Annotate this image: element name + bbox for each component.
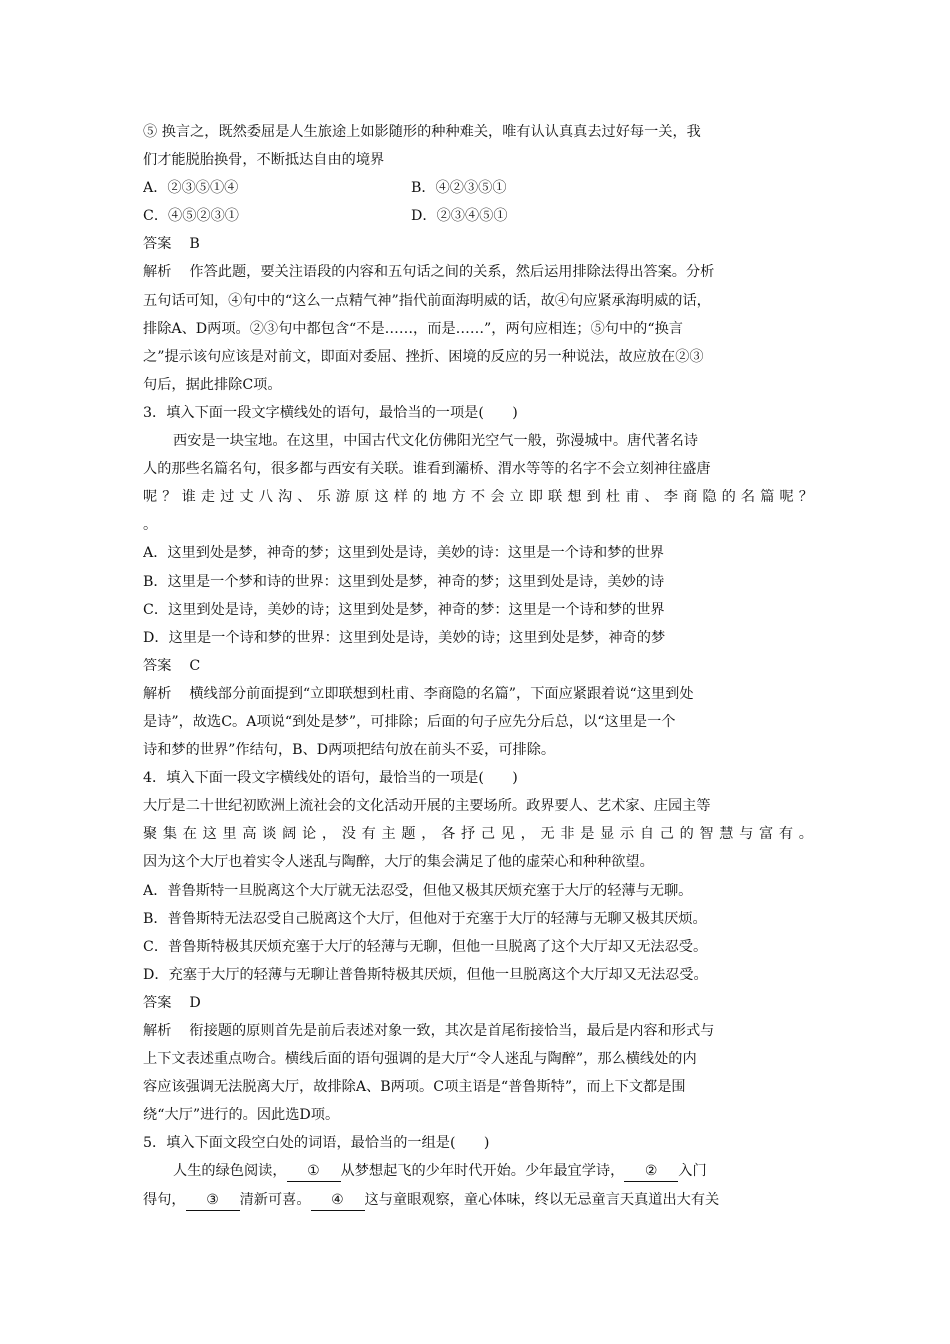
- q4-option-c: C．普鲁斯特极其厌烦充塞于大厅的轻薄与无聊，但他一旦脱离了这个大厅却又无法忍受。: [143, 938, 708, 955]
- q3-stem: 3．填入下面一段文字横线处的语句，最恰当的一项是( ): [143, 404, 518, 421]
- q3-analysis-line3: 诗和梦的世界”作结句，B、D两项把结句放在前头不妥，可排除。: [143, 742, 556, 759]
- q4-option-d: D．充塞于大厅的轻薄与无聊让普鲁斯特极其厌烦，但他一旦脱离这个大厅却又无法忍受。: [143, 966, 708, 983]
- q5-text: 人生的绿色阅读，: [173, 1163, 287, 1180]
- q4-passage-line3: 因为这个大厅也着实令人迷乱与陶醉，大厅的集会满足了他的虚荣心和种种欲望。: [143, 854, 654, 871]
- q2-option-a: A．②③⑤①④: [143, 180, 239, 197]
- q2-option-d: D．②③④⑤①: [411, 208, 508, 225]
- q3-option-b: B．这里是一个梦和诗的世界：这里到处是梦，神奇的梦；这里到处是诗，美妙的诗: [143, 573, 665, 590]
- q4-stem: 4．填入下面一段文字横线处的语句，最恰当的一项是( ): [143, 770, 518, 787]
- q5-text: 这与童眼观察，童心体味，终以无忌童言天真道出大有关: [364, 1191, 720, 1208]
- q5-text: 清新可喜。: [239, 1191, 311, 1208]
- q5-passage-line2: [143, 1186, 813, 1214]
- q2-sentence-5-line1: ⑤ 换言之，既然委屈是人生旅途上如影随形的种种难关，唯有认认真真去过好每一关，我: [143, 124, 701, 140]
- q3-option-d: D．这里是一个诗和梦的世界：这里到处是诗，美妙的诗；这里到处是梦，神奇的梦: [143, 629, 666, 646]
- q4-analysis-line2: 上下文表述重点吻合。横线后面的语句强调的是大厅“令人迷乱与陶醉”，那么横线处的内: [143, 1051, 697, 1068]
- analysis-label: 解析: [143, 264, 172, 281]
- q3-answer-value: C: [189, 657, 201, 674]
- answer-label: 答案: [143, 994, 172, 1011]
- q4-passage-line2: 聚集在这里高谈阔论，没有主题，各抒己见，无非是显示自己的智慧与富有。: [143, 826, 813, 843]
- q4-analysis-line1: [143, 1017, 813, 1045]
- q5-blank-1: ①: [287, 1161, 341, 1182]
- q2-answer: [143, 230, 813, 258]
- q2-analysis-line2: 五句话可知，④句中的“这么一点精气神”指代前面海明威的话，故④句应紧承海明威的话，: [143, 292, 711, 309]
- q3-analysis-line1: [143, 680, 813, 708]
- q5-stem: 5．填入下面文段空白处的词语，最恰当的一组是( ): [143, 1135, 490, 1152]
- q2-options-row1: [143, 174, 813, 202]
- q3-passage-line1: 西安是一块宝地。在这里，中国古代文化仿佛阳光空气一般，弥漫城中。唐代著名诗: [173, 433, 698, 450]
- q5-blank-2: ②: [624, 1161, 678, 1182]
- q2-option-b: B．④②③⑤①: [411, 180, 507, 197]
- q3-option-c: C．这里到处是诗，美妙的诗；这里到处是梦，神奇的梦：这里是一个诗和梦的世界: [143, 601, 665, 618]
- q5-text: 入门: [678, 1163, 707, 1180]
- q2-analysis-line5: 句后，据此排除C项。: [143, 376, 282, 393]
- analysis-label: 解析: [143, 1023, 172, 1039]
- analysis-label: 解析: [143, 685, 172, 702]
- q4-analysis-line3: 容应该强调无法脱离大厅，故排除A、B两项。C项主语是“普鲁斯特”，而上下文都是围: [143, 1079, 686, 1096]
- q5-text: 从梦想起飞的少年时代开始。少年最宜学诗，: [340, 1163, 625, 1180]
- q3-option-a: A．这里到处是梦，神奇的梦；这里到处是诗，美妙的诗：这里是一个诗和梦的世界: [143, 545, 664, 562]
- q5-blank-4: ④: [311, 1190, 365, 1211]
- q4-answer-value: D: [189, 994, 201, 1011]
- answer-label: 答案: [143, 236, 172, 253]
- q3-passage-line2: 人的那些名篇名句，很多都与西安有关联。谁看到灞桥、渭水等等的名字不会立刻神往盛唐: [143, 461, 711, 478]
- q2-option-c: C．④⑤②③①: [143, 208, 239, 225]
- q4-option-a: A．普鲁斯特一旦脱离这个大厅就无法忍受，但他又极其厌烦充塞于大厅的轻薄与无聊。: [143, 882, 693, 899]
- q3-passage-line3: 呢？谁走过丈八沟、乐游原这样的地方不会立即联想到杜甫、李商隐的名篇呢？: [143, 489, 813, 506]
- q4-option-b: B．普鲁斯特无法忍受自己脱离这个大厅，但他对于充塞于大厅的轻薄与无聊又极其厌烦。: [143, 910, 707, 927]
- analysis-text: 作答此题，要关注语段的内容和五句话之间的关系，然后运用排除法得出答案。分析: [189, 264, 715, 281]
- q4-answer: [143, 989, 813, 1017]
- q2-options-row2: [143, 202, 813, 230]
- q3-passage-line4: 。: [143, 517, 158, 534]
- q5-passage-line1: [143, 1157, 813, 1185]
- q4-passage-line1: 大厅是二十世纪初欧洲上流社会的文化活动开展的主要场所。政界要人、艺术家、庄园主等: [143, 798, 711, 815]
- q2-analysis-line4: 之”提示该句应该是对前文，即面对委屈、挫折、困境的反应的另一种说法，故应放在②③: [143, 348, 704, 365]
- answer-label: 答案: [143, 657, 172, 674]
- q5-text: 得句，: [143, 1191, 186, 1208]
- q2-sentence-5-line2: 们才能脱胎换骨，不断抵达自由的境界: [143, 152, 385, 169]
- q5-blank-3: ③: [186, 1190, 240, 1211]
- q3-answer: [143, 652, 813, 680]
- analysis-text: 衔接题的原则首先是前后表述对象一致，其次是首尾衔接恰当，最后是内容和形式与: [189, 1023, 715, 1039]
- analysis-text: 横线部分前面提到“立即联想到杜甫、李商隐的名篇”，下面应紧跟着说“这里到处: [189, 685, 694, 702]
- q2-analysis-line3: 排除A、D两项。②③句中都包含“不是……，而是……”，两句应相连；⑤句中的“换言: [143, 320, 683, 337]
- q3-analysis-line2: 是诗”，故选C。A项说“到处是梦”，可排除；后面的句子应先分后总，以“这里是一个: [143, 713, 676, 730]
- q2-analysis-line1: [143, 258, 813, 286]
- q2-answer-value: B: [189, 236, 200, 253]
- q4-analysis-line4: 绕“大厅”进行的。因此选D项。: [143, 1107, 340, 1124]
- document-page: [143, 118, 813, 1214]
